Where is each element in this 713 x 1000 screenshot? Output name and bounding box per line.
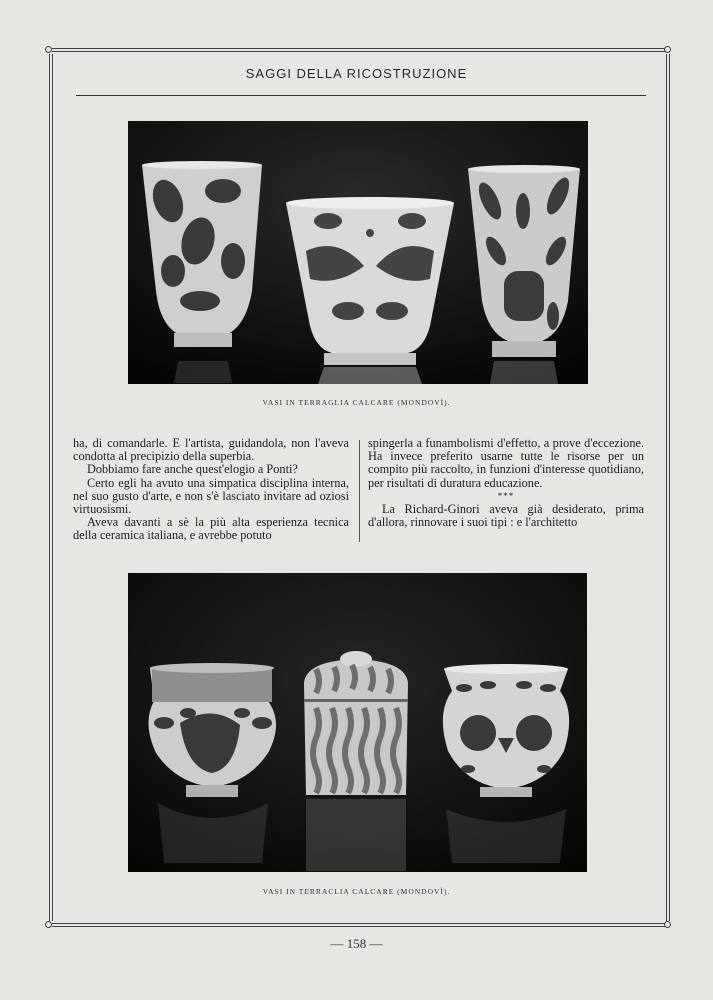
- frame-left-rule: [49, 54, 50, 921]
- frame-right-rule-inner: [669, 54, 670, 921]
- frame-left-rule-inner: [52, 54, 53, 921]
- header-rule: [76, 95, 646, 96]
- paragraph: ha, di comandarle. E l'artista, guidandola, non l'aveva condotta al precipizio della superbia.: [73, 436, 349, 464]
- paragraph: Certo egli ha avuto una simpatica disciplina interna, nel suo gusto d'arte, e non s'è lasciato invitare ad oziosi virtuosismi.: [73, 475, 349, 517]
- vases-photo-top: [128, 121, 588, 384]
- paragraph: Aveva davanti a sè la più alta esperienza tecnica della ceramica italiana, e avrebbe potuto: [73, 515, 349, 543]
- text-column-right: [368, 437, 644, 529]
- vases-photo-bottom: [128, 573, 587, 872]
- paragraph: Dobbiamo fare anche quest'elogio a Ponti?: [87, 462, 298, 477]
- page-number: — 158 —: [330, 936, 383, 951]
- text-column-left: [73, 437, 349, 543]
- frame-corner-ornament: [45, 921, 52, 928]
- column-divider: [359, 440, 360, 542]
- figure-caption-top: VASI IN TERRAGLIA CALCARE (MONDOVÌ).: [262, 398, 451, 407]
- paragraph: spingerla a funambolismi d'effetto, a prove d'eccezione. Ha invece preferito usarne tutte le risorse per un compito più raccolto, in funzioni d'interesse quotidiano, per risultati di duratura educazione.: [368, 436, 644, 490]
- figure-caption-bottom: VASI IN TERRACLIA CALCARE (MONDOVÌ).: [262, 887, 451, 896]
- pot-left: [148, 663, 276, 863]
- pot-right: [443, 664, 569, 863]
- frame-right-rule: [666, 54, 667, 921]
- jar-middle: [304, 651, 408, 871]
- vases-illustration-top: [128, 121, 588, 384]
- paragraph: La Richard-Ginori aveva già desiderato, prima d'allora, rinnovare i suoi tipi : e l'architetto: [368, 502, 644, 530]
- frame-top-rule-inner: [52, 51, 666, 52]
- frame-corner-ornament: [664, 921, 671, 928]
- frame-top-rule: [52, 48, 666, 49]
- section-separator: ***: [497, 490, 515, 501]
- vases-illustration-bottom: [128, 573, 587, 872]
- frame-corner-ornament: [45, 46, 52, 53]
- frame-bottom-rule: [52, 923, 666, 924]
- frame-bottom-rule-inner: [52, 926, 666, 927]
- running-title: SAGGI DELLA RICOSTRUZIONE: [245, 66, 468, 81]
- frame-corner-ornament: [664, 46, 671, 53]
